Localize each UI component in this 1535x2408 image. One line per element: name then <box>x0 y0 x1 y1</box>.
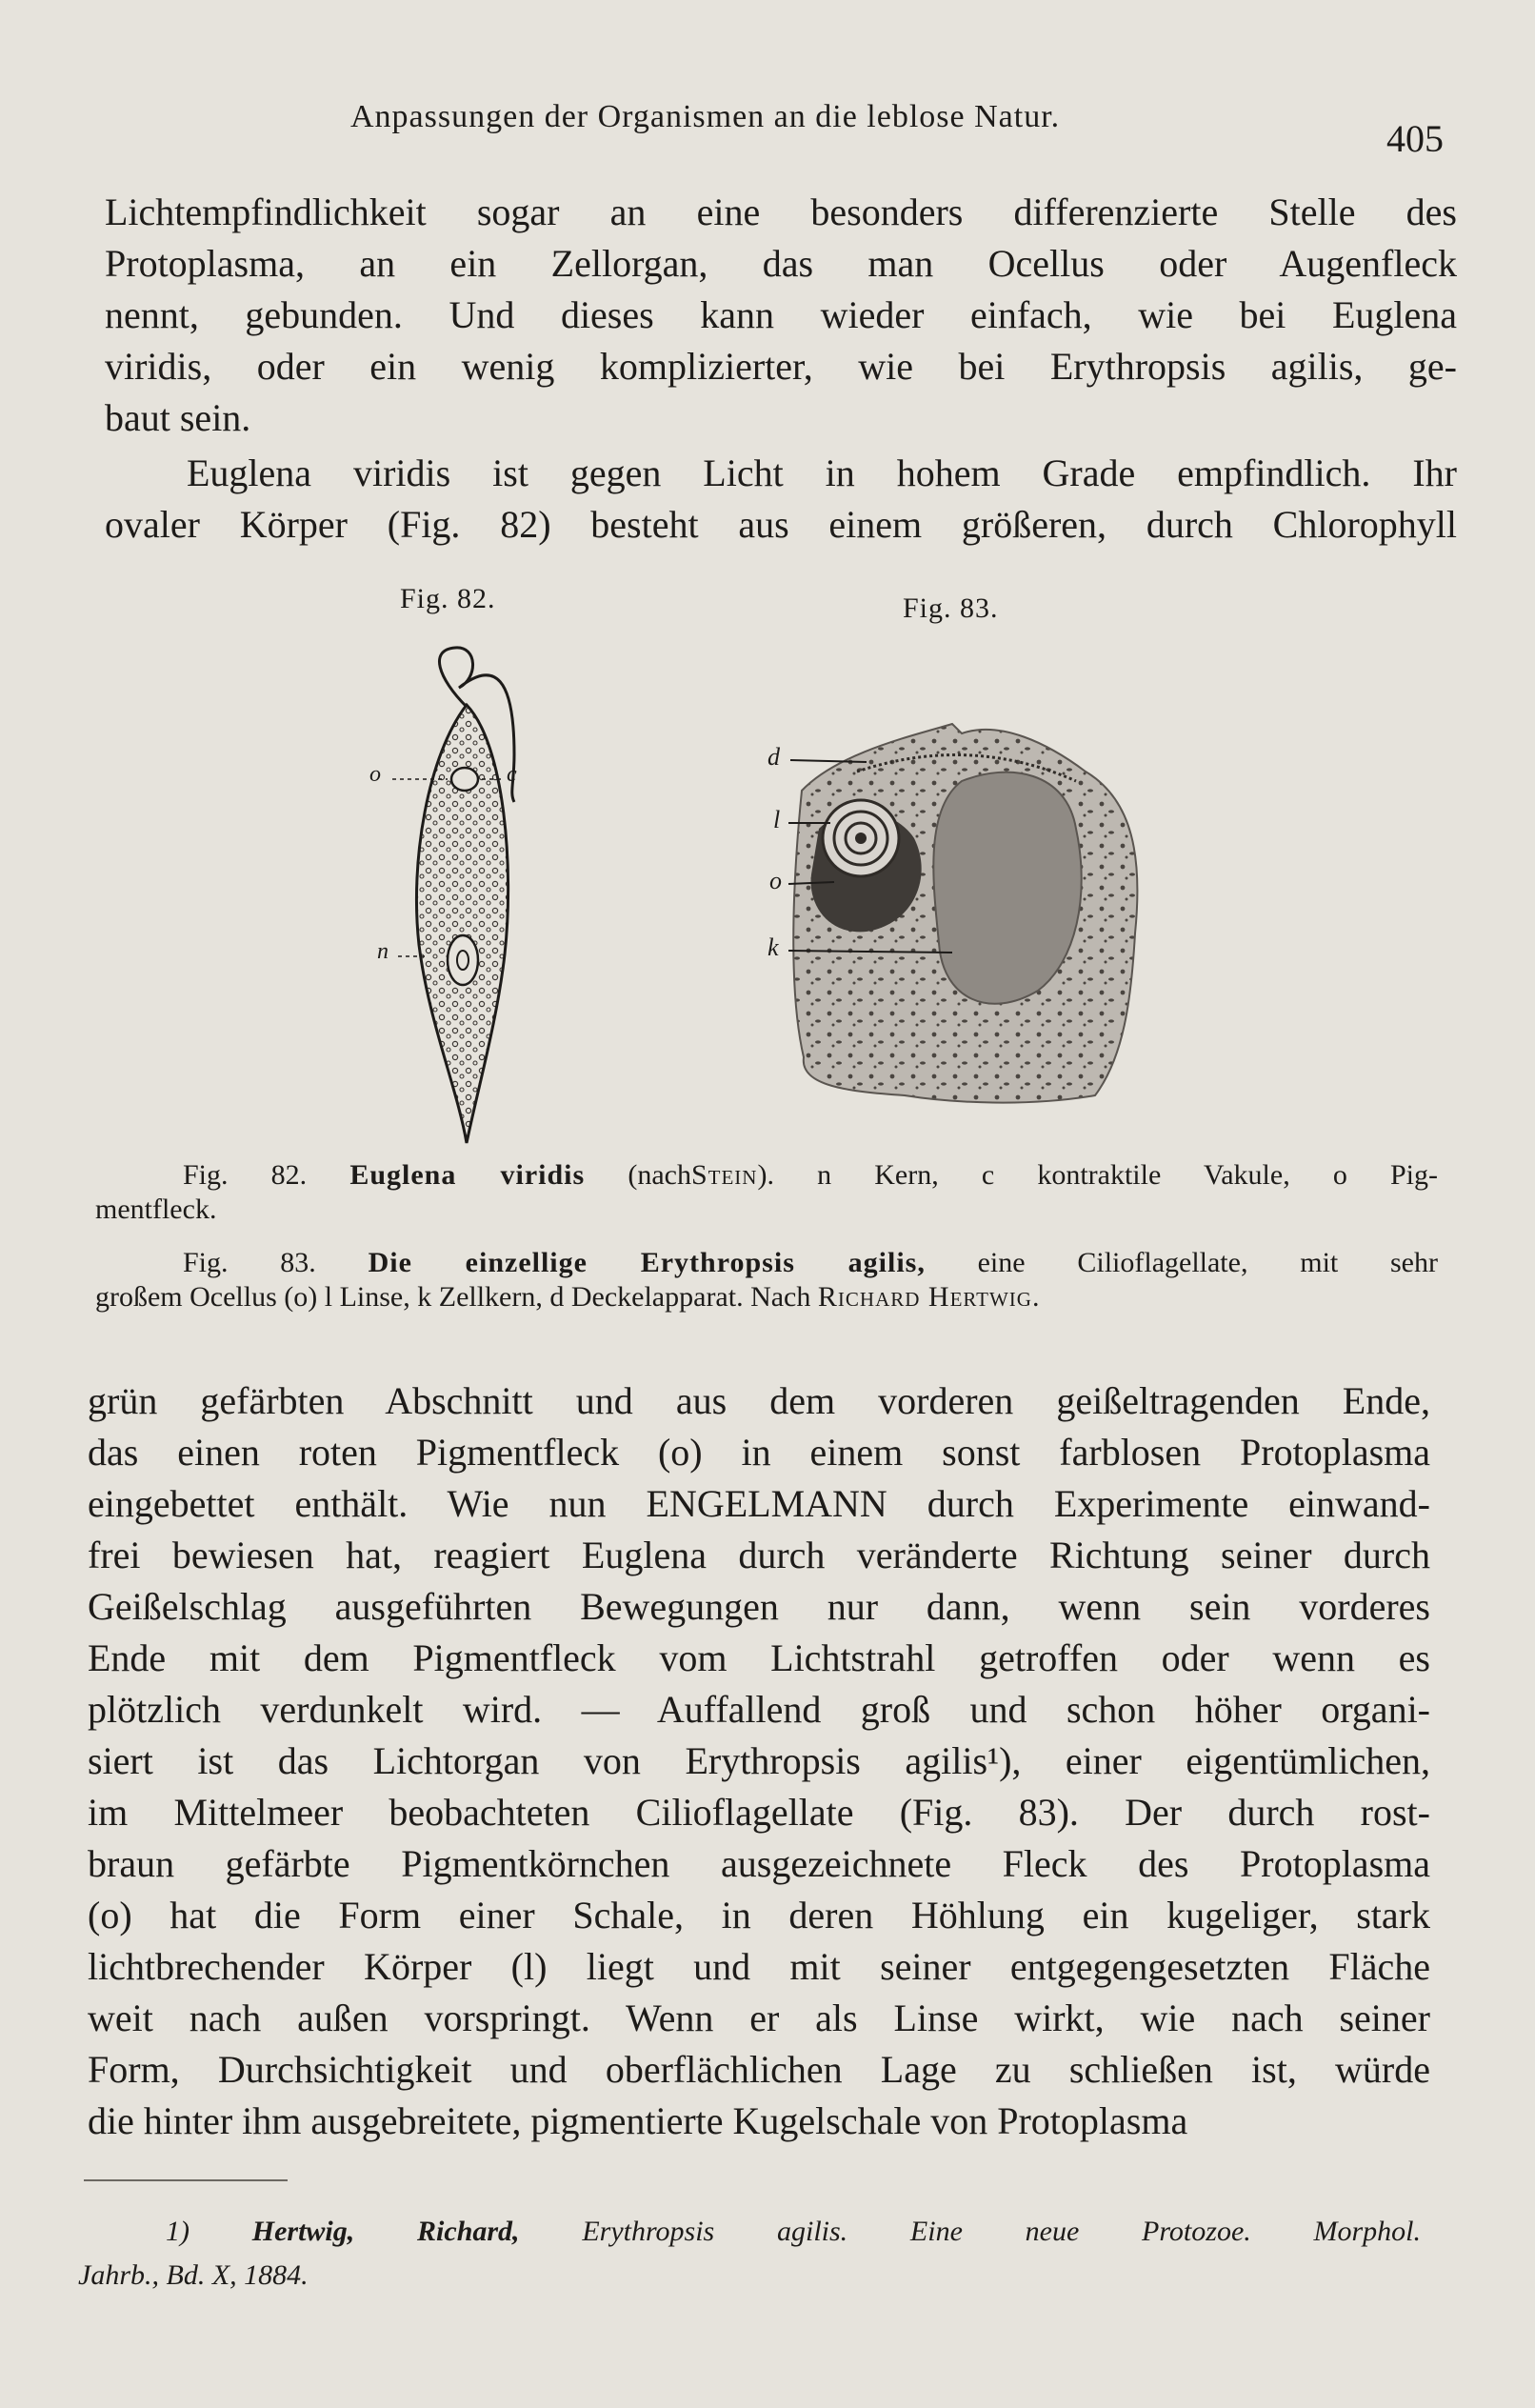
text-line: im Mittelmeer beobachteten Cilioflagellate (Fig. 83). Der durch rost- <box>88 1791 1430 1834</box>
text-line: braun gefärbte Pigmentkörnchen ausgezeichnete Fleck des Protoplasma <box>88 1842 1430 1885</box>
footnote-text: Erythropsis agilis. Eine neue Protozoe. Morphol. <box>582 2216 1422 2247</box>
text-line: lichtbrechender Körper (l) liegt und mit seiner entgegengesetzten Fläche <box>88 1945 1430 1988</box>
euglena-drawing <box>371 640 543 1154</box>
text-line: ovaler Körper (Fig. 82) besteht aus einem größeren, durch Chlorophyll <box>105 503 1457 546</box>
footnote-author: Hertwig, Richard, <box>251 2216 520 2247</box>
fig-83-letter-o: o <box>769 867 782 894</box>
text-line: weit nach außen vorspringt. Wenn er als Linse wirkt, wie nach seiner <box>88 1997 1430 2039</box>
running-title: Anpassungen der Organismen an die leblose Natur. <box>350 99 1061 134</box>
caption-species: Euglena viridis <box>349 1159 586 1191</box>
fig-82-euglena-illustration <box>371 640 543 1154</box>
text-line: Euglena viridis ist gegen Licht in hohem Grade empfindlich. Ihr <box>187 452 1457 494</box>
footnote <box>78 2210 1421 2298</box>
text-line: das einen roten Pigmentfleck (o) in einem sonst farblosen Protoplasma <box>88 1431 1430 1474</box>
caption-line <box>95 1246 1438 1280</box>
text-line: eingebettet enthält. Wie nun ENGELMANN durch Experimente einwand- <box>88 1482 1430 1525</box>
text-line: Protoplasma, an ein Zellorgan, das man Ocellus oder Augenfleck <box>105 242 1457 285</box>
page-number: 405 <box>1386 117 1444 160</box>
caption-bold-text: Die einzellige Erythropsis agilis, <box>368 1247 926 1278</box>
paragraph-2 <box>105 448 1457 551</box>
fig-83-letter-k: k <box>768 933 779 961</box>
text-line: Geißelschlag ausgeführten Bewegungen nur dann, wenn sein vorderes <box>88 1585 1430 1628</box>
footnote-line <box>78 2210 1421 2254</box>
caption-text: (nach <box>628 1159 691 1191</box>
fig-83-erythropsis-illustration <box>762 714 1162 1114</box>
caption-prefix: Fig. 82. <box>183 1159 308 1191</box>
caption-line: mentfleck. <box>95 1194 217 1225</box>
paragraph-1 <box>105 187 1457 444</box>
fig-82-label: Fig. 82. <box>400 583 496 614</box>
fig-82-letter-n: n <box>377 939 389 964</box>
fig-82-letter-o: o <box>369 762 381 787</box>
footnote-divider <box>84 2179 288 2181</box>
erythropsis-drawing <box>762 714 1162 1114</box>
text-line: nennt, gebunden. Und dieses kann wieder einfach, wie bei Euglena <box>105 293 1457 336</box>
fig-82-letter-c: c <box>507 762 517 787</box>
footnote-line: Jahrb., Bd. X, 1884. <box>78 2259 309 2291</box>
text-line: (o) hat die Form einer Schale, in deren Höhlung ein kugeliger, stark <box>88 1894 1430 1936</box>
caption-author: Stein <box>690 1159 758 1191</box>
text-line: die hinter ihm ausgebreitete, pigmentierte Kugelschale von Protoplasma <box>88 2099 1188 2142</box>
caption-line <box>95 1158 1438 1193</box>
text-line: Ende mit dem Pigmentfleck vom Lichtstrahl getroffen oder wenn es <box>88 1636 1430 1679</box>
text-line: viridis, oder ein wenig komplizierter, wie bei Erythropsis agilis, ge- <box>105 345 1457 388</box>
fig-83-label: Fig. 83. <box>903 592 999 624</box>
text-line: Form, Durchsichtigkeit und oberflächlichen Lage zu schließen ist, würde <box>88 2048 1430 2091</box>
caption-text: großem Ocellus (o) l Linse, k Zellkern, d Deckelapparat. Nach <box>95 1281 811 1313</box>
text-line: frei bewiesen hat, reagiert Euglena durch veränderte Richtung seiner durch <box>88 1534 1430 1576</box>
paragraph-3 <box>88 1375 1430 2147</box>
fig-83-letter-l: l <box>773 806 781 833</box>
caption-prefix: Fig. 83. <box>183 1247 316 1278</box>
caption-text: ). n Kern, c kontraktile Vakule, o Pig- <box>757 1159 1439 1191</box>
text-line: baut sein. <box>105 396 251 439</box>
caption-text: eine Cilioflagellate, mit sehr <box>977 1247 1438 1278</box>
footnote-marker: 1) <box>166 2216 189 2247</box>
text-line: plötzlich verdunkelt wird. — Auffallend groß und schon höher organi- <box>88 1688 1430 1731</box>
text-line: Lichtempfindlichkeit sogar an eine besonders differenzierte Stelle des <box>105 191 1457 233</box>
fig-82-caption <box>95 1158 1438 1227</box>
caption-line <box>95 1280 1438 1314</box>
fig-83-letter-d: d <box>768 743 780 771</box>
fig-83-caption <box>95 1246 1438 1314</box>
text-line: siert ist das Lichtorgan von Erythropsis agilis¹), einer eigentümlichen, <box>88 1739 1430 1782</box>
text-line: grün gefärbten Abschnitt und aus dem vorderen geißeltragenden Ende, <box>88 1379 1430 1422</box>
caption-author: Richard Hertwig. <box>817 1281 1041 1313</box>
